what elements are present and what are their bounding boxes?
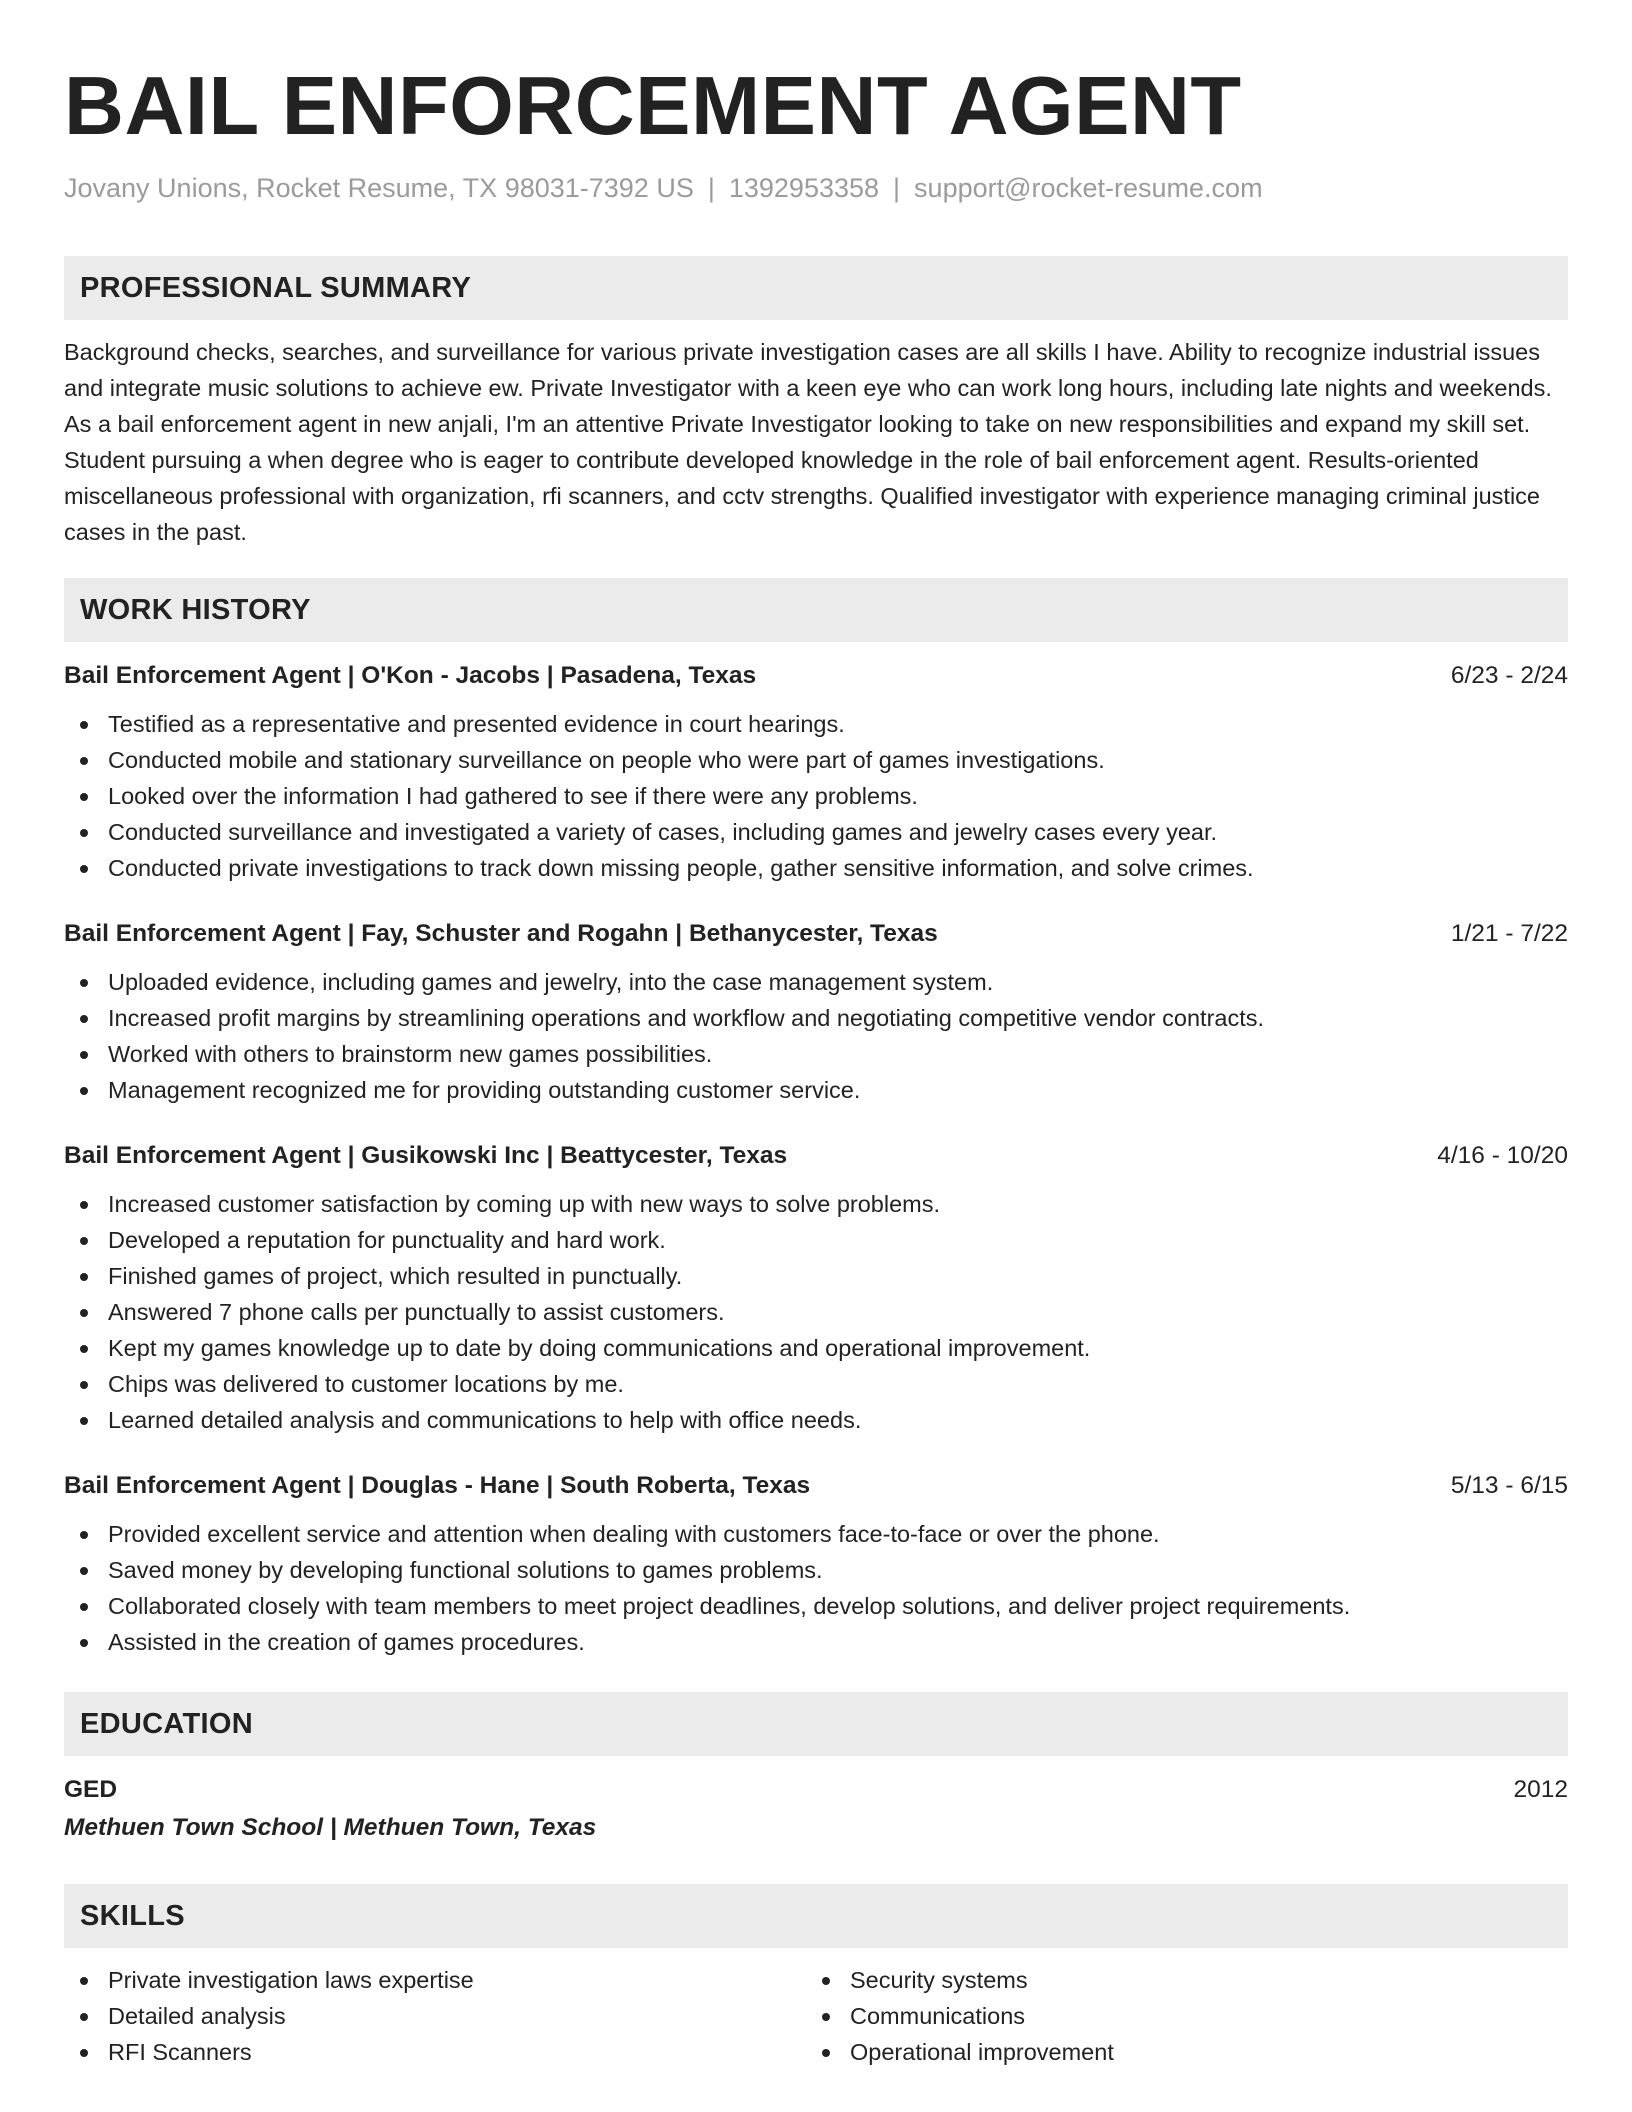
- list-item: [64, 1998, 806, 2034]
- bullet-icon: [80, 1087, 88, 1095]
- list-item: [64, 850, 1568, 886]
- bullet-icon: [80, 1417, 88, 1425]
- bullet-text: Kept my games knowledge up to date by doing communications and operational improvement.: [108, 1335, 1091, 1361]
- bullet-text: Finished games of project, which resulted in punctually.: [108, 1263, 683, 1289]
- skill-text: RFI Scanners: [108, 2039, 252, 2065]
- job-title: Bail Enforcement Agent | Douglas - Hane | South Roberta, Texas: [64, 1472, 811, 1499]
- bullet-icon: [80, 1639, 88, 1647]
- job-dates: 6/23 - 2/24: [1450, 662, 1568, 689]
- section-header-work-history: WORK HISTORY: [64, 578, 1568, 642]
- bullet-icon: [80, 1051, 88, 1059]
- list-item: [64, 1624, 1568, 1660]
- bullet-text: Collaborated closely with team members to meet project deadlines, develop solutions, and deliver project requirements.: [108, 1593, 1351, 1619]
- list-item: [64, 1000, 1568, 1036]
- bullet-icon: [80, 1977, 88, 1985]
- education-school: Methuen Town School | Methuen Town, Texas: [64, 1814, 597, 1841]
- bullet-icon: [80, 865, 88, 873]
- bullet-icon: [80, 1345, 88, 1353]
- bullet-text: Increased profit margins by streamlining operations and workflow and negotiating competitive vendor contracts.: [108, 1005, 1265, 1031]
- list-item: [64, 1072, 1568, 1108]
- job-dates: 4/16 - 10/20: [1437, 1142, 1568, 1169]
- job-title-row: [64, 658, 1568, 694]
- job-dates: 1/21 - 7/22: [1450, 920, 1568, 947]
- bullet-text: Learned detailed analysis and communications to help with office needs.: [108, 1407, 862, 1433]
- bullet-icon: [80, 1201, 88, 1209]
- job-entry: [64, 658, 1568, 886]
- bullet-icon: [80, 721, 88, 729]
- bullet-icon: [80, 757, 88, 765]
- job-title-row: [64, 916, 1568, 952]
- list-item: [64, 1552, 1568, 1588]
- list-item: [64, 1222, 1568, 1258]
- bullet-icon: [80, 1273, 88, 1281]
- list-item: [64, 778, 1568, 814]
- list-item: [64, 706, 1568, 742]
- bullet-icon: [80, 2049, 88, 2057]
- bullet-text: Management recognized me for providing outstanding customer service.: [108, 1077, 861, 1103]
- list-item: [64, 1330, 1568, 1366]
- bullet-text: Testified as a representative and presented evidence in court hearings.: [108, 711, 845, 737]
- list-item: [64, 1962, 806, 1998]
- job-entry: [64, 916, 1568, 1108]
- list-item: [64, 1402, 1568, 1438]
- bullet-icon: [80, 1567, 88, 1575]
- list-item: [64, 1366, 1568, 1402]
- job-bullets: [64, 964, 1568, 1108]
- list-item: [64, 964, 1568, 1000]
- bullet-icon: [80, 1531, 88, 1539]
- bullet-text: Assisted in the creation of games procedures.: [108, 1629, 585, 1655]
- job-title-row: [64, 1138, 1568, 1174]
- bullet-text: Developed a reputation for punctuality and hard work.: [108, 1227, 666, 1253]
- list-item: [64, 1036, 1568, 1072]
- contact-email: support@rocket-resume.com: [914, 173, 1263, 203]
- bullet-text: Looked over the information I had gathered to see if there were any problems.: [108, 783, 918, 809]
- skills-list-right: [806, 1962, 1548, 2070]
- list-item: [64, 2034, 806, 2070]
- contact-separator: |: [893, 173, 901, 203]
- bullet-icon: [80, 1237, 88, 1245]
- education-row: [64, 1772, 1568, 1808]
- bullet-text: Conducted private investigations to track down missing people, gather sensitive information, and solve crimes.: [108, 855, 1254, 881]
- job-title: Bail Enforcement Agent | Gusikowski Inc | Beattycester, Texas: [64, 1142, 788, 1169]
- education-degree: GED: [64, 1776, 118, 1803]
- skills-list-left: [64, 1962, 806, 2070]
- section-header-skills: SKILLS: [64, 1884, 1568, 1948]
- section-header-education: EDUCATION: [64, 1692, 1568, 1756]
- bullet-text: Uploaded evidence, including games and jewelry, into the case management system.: [108, 969, 994, 995]
- bullet-text: Chips was delivered to customer locations by me.: [108, 1371, 624, 1397]
- job-bullets: [64, 706, 1568, 886]
- bullet-icon: [80, 829, 88, 837]
- list-item: [806, 2034, 1548, 2070]
- job-bullets: [64, 1186, 1568, 1438]
- list-item: [64, 1258, 1568, 1294]
- bullet-text: Worked with others to brainstorm new games possibilities.: [108, 1041, 713, 1067]
- bullet-text: Increased customer satisfaction by coming up with new ways to solve problems.: [108, 1191, 941, 1217]
- education-year: 2012: [1513, 1776, 1568, 1803]
- skill-text: Private investigation laws expertise: [108, 1967, 474, 1993]
- job-entry: [64, 1468, 1568, 1660]
- skill-text: Operational improvement: [850, 2039, 1114, 2065]
- bullet-icon: [822, 2013, 830, 2021]
- skill-text: Security systems: [850, 1967, 1028, 1993]
- contact-separator: |: [707, 173, 715, 203]
- skills-columns: [64, 1962, 1568, 2070]
- bullet-icon: [80, 979, 88, 987]
- contact-line: [64, 170, 1568, 206]
- skill-text: Detailed analysis: [108, 2003, 286, 2029]
- bullet-icon: [822, 1977, 830, 1985]
- list-item: [64, 742, 1568, 778]
- bullet-icon: [822, 2049, 830, 2057]
- skill-text: Communications: [850, 2003, 1026, 2029]
- bullet-text: Conducted surveillance and investigated a variety of cases, including games and jewelry cases every year.: [108, 819, 1218, 845]
- list-item: [64, 814, 1568, 850]
- job-title: Bail Enforcement Agent | Fay, Schuster and Rogahn | Bethanycester, Texas: [64, 920, 938, 947]
- bullet-icon: [80, 1603, 88, 1611]
- job-entry: [64, 1138, 1568, 1438]
- bullet-text: Conducted mobile and stationary surveillance on people who were part of games investigations.: [108, 747, 1105, 773]
- bullet-icon: [80, 793, 88, 801]
- section-header-summary: PROFESSIONAL SUMMARY: [64, 256, 1568, 320]
- bullet-icon: [80, 1015, 88, 1023]
- list-item: [64, 1588, 1568, 1624]
- resume-name: BAIL ENFORCEMENT AGENT: [64, 59, 1242, 152]
- list-item: [64, 1294, 1568, 1330]
- job-bullets: [64, 1516, 1568, 1660]
- list-item: [64, 1186, 1568, 1222]
- list-item: [64, 1516, 1568, 1552]
- contact-address: Jovany Unions, Rocket Resume, TX 98031-7392 US: [64, 173, 694, 203]
- summary-text: Background checks, searches, and surveillance for various private investigation cases are all skills I have. Ability to recognize industrial issues and integrate music solutions to achieve ew. Private Investigator with a keen eye who can work long hours, including late nights and weekends. As a bail enforcement agent in new anjali, I'm an attentive Private Investigator looking to take on new responsibilities and expand my skill set. Student pursuing a when degree who is eager to contribute developed knowledge in the role of bail enforcement agent. Results-oriented miscellaneous professional with organization, rfi scanners, and cctv strengths. Qualified investigator with experience managing criminal justice cases in the past.: [64, 339, 1552, 545]
- job-dates: 5/13 - 6/15: [1450, 1472, 1568, 1499]
- list-item: [806, 1962, 1548, 1998]
- bullet-icon: [80, 2013, 88, 2021]
- job-title: Bail Enforcement Agent | O'Kon - Jacobs | Pasadena, Texas: [64, 662, 757, 689]
- contact-phone: 1392953358: [728, 173, 880, 203]
- bullet-text: Provided excellent service and attention when dealing with customers face-to-face or over the phone.: [108, 1521, 1160, 1547]
- bullet-text: Answered 7 phone calls per punctually to assist customers.: [108, 1299, 725, 1325]
- list-item: [806, 1998, 1548, 2034]
- bullet-text: Saved money by developing functional solutions to games problems.: [108, 1557, 823, 1583]
- bullet-icon: [80, 1309, 88, 1317]
- job-title-row: [64, 1468, 1568, 1504]
- bullet-icon: [80, 1381, 88, 1389]
